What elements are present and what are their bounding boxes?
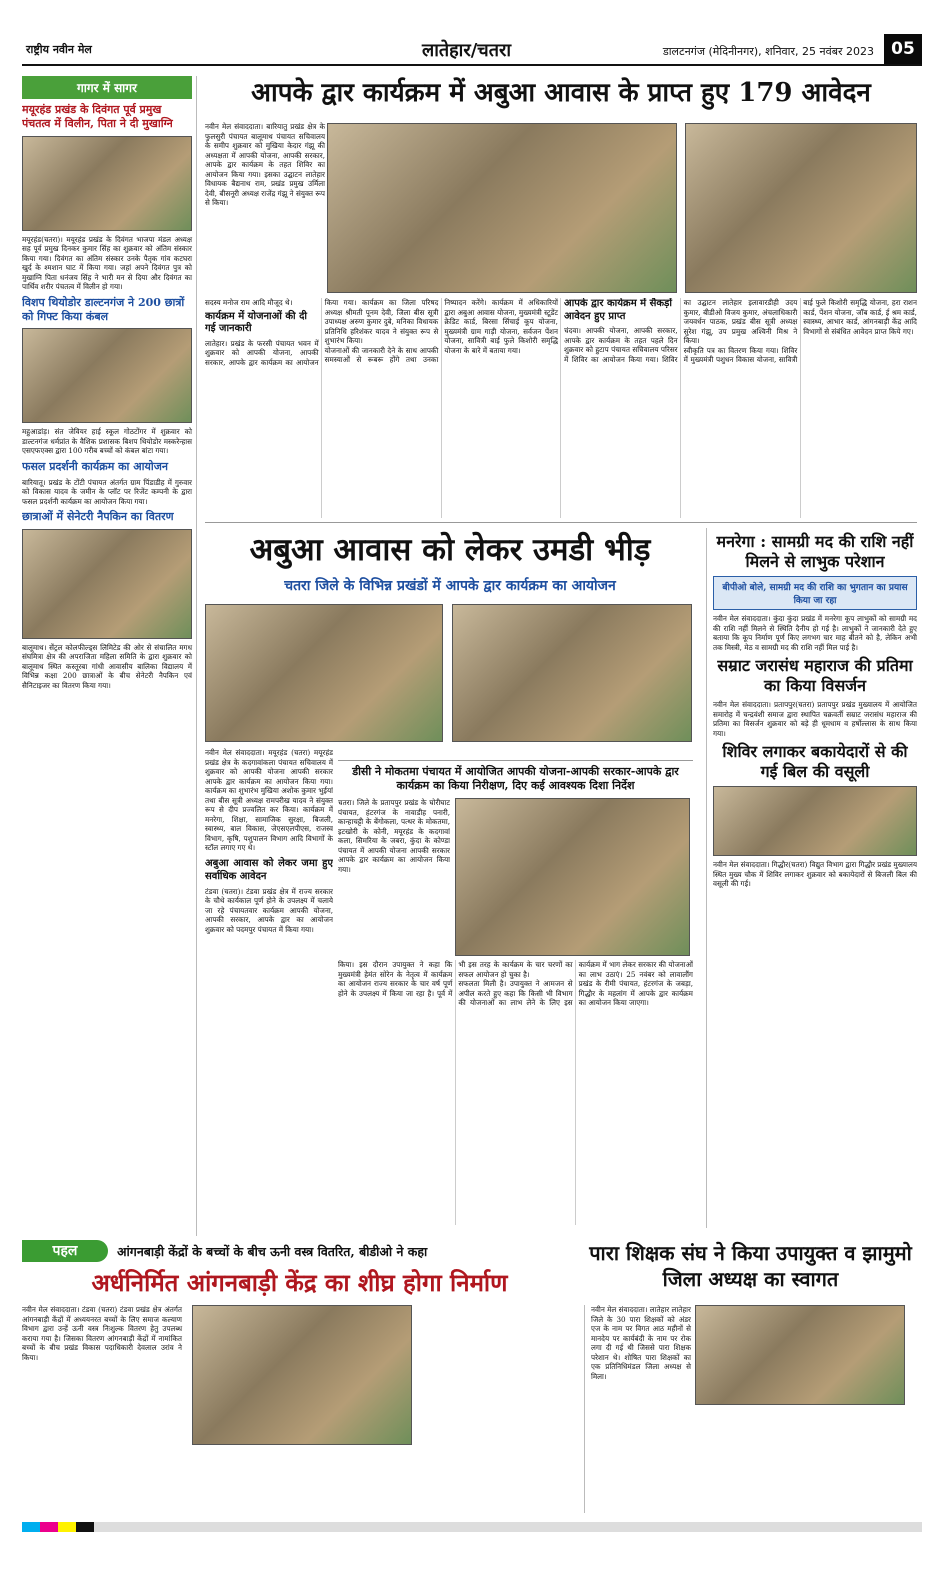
story-headline: शिविर लगाकर बकायेदारों से की गई बिल की वसूली	[722, 742, 908, 781]
story-body: बारियातू। प्रखंड के टोंटी पंचायत अंतर्गत ग्राम पिंडाडीह में गुरुवार को विकास यादव के जमीन के प्लॉट पर रिजेंट कम्पनी के द्वारा फसल प्रदर्शनी कार्यक्रम का आयोजन किया गया।	[22, 477, 192, 506]
story-headline: मनरेगा : सामग्री मद की राशि नहीं मिलने से लाभुक परेशान	[716, 532, 914, 571]
lead-intro: नवीन मेल संवाददाता। बारियातु प्रखंड क्षेत्र के फुलसुरी पंचायत बालूमाथ पंचायत सचिवालय के समीप शुक्रवार को मुखिया केदार गंझू की अध्यक्षता में आपकी योजना, आपकी सरकार, आपके द्वार कार्यक्रम के तहत शिविर का आयोजन किया गया। इसका उद्घाटन लातेहार विधायक बैद्यनाथ राम, प्रखंड प्रमुख उर्मिला देवी, बीसनूरी अध्यक्ष राजेंद्र गंझू ने संयुक्त रूप से किया।	[205, 122, 325, 207]
story-headline: छात्राओं में सेनेटरी नैपकिन का वितरण	[22, 510, 174, 524]
mid-headline: अबुआ आवास को लेकर उमडी भीड़	[249, 532, 651, 568]
registration-bar	[22, 1522, 922, 1532]
mid-story	[205, 748, 333, 1223]
napkin-distribution-photo	[22, 529, 192, 639]
story-body: नवीन मेल संवाददाता। प्रतापपुर(चतरा) प्रतापपुर प्रखंड मुख्यालय में आयोजित समारोह में चन्द्रवंशी समाज द्वारा स्थापित चक्रवर्ती सम्राट जरासंध महाराज की प्रतिमा का विसर्जन शुक्रवार को बड़े ही धूमधाम व हर्षोल्लास के साथ किया गया।	[713, 700, 917, 738]
crowd-photo	[205, 604, 443, 742]
rule	[205, 522, 917, 523]
callout-box: बीपीओ बोले, सामग्री मद की राशि का भुगतान का प्रयास किया जा रहा	[713, 576, 917, 610]
lead-columns	[205, 298, 917, 518]
dateline: डालटनगंज (मेदिनीनगर), शनिवार, 25 नवंबर 2023	[662, 45, 874, 58]
lead-headline: आपके द्वार कार्यक्रम में अबुआ आवास के प्राप्त हुए 179 आवेदन	[251, 78, 871, 108]
left-column	[22, 76, 197, 1236]
bottom-deck: आंगनबाड़ी केंद्रों के बच्चों के बीच ऊनी वस्त्र वितरित, बीडीओ ने कहा	[117, 1244, 428, 1259]
story-body: योजनाओं की जानकारी देने के साथ आपकी समस्याओं से रूबरू होंगे तथा उनका निष्पादन करेंगे। कार्यक्रम में अधिकारियों द्वारा अबुआ आवास योजना, मुख्यमंत्री स्टूडेंट क्रेडिट कार्ड, बिरसा सिंचाई कूप योजना, मुख्यमंत्री ग्राम गाड़ी योजना, सर्वजन पेंशन योजना, सावित्री बाई फुले किशोरी समृद्धि योजना के बारे में बताया गया।	[324, 298, 558, 364]
story-body: चंदवा। आपकी योजना, आपकी सरकार, आपके द्वार कार्यक्रम के तहत पहले दिन शुक्रवार को हुटाप पंचायत सचिवालय परिसर में शिविर का आयोजन किया गया। शिविर का उद्घाटन लातेहार इलावारडीही उदय कुमार, बीडीओ विजय कुमार, अंचलाधिकारी जयवर्धन पाठक, प्रखंड बीस सूत्री अध्यक्ष सुरेश गंझू, उप प्रमुख अश्विनी मिश्र ने किया।	[563, 298, 798, 364]
story-body: मयूरहंड(चतरा)। मयूरहंड प्रखंड के दिवंगत भाजपा मंडल अध्यक्ष सह पूर्व प्रमुख दिनकर कुमार सिंह का शुक्रवार को अंतिम संस्कार किया गया। दिवंगत का अंतिम संस्कार उनके पैतृक गांव कटघरा खुर्द के श्मशान घाट में किया गया। जहां अपने दिवंगत पुत्र को मुखाग्नि पिता धनंजय सिंह ने भारी मन से दिया और दिवंगत का पार्थिव शरीर पंचतत्व में विलीन हो गया।	[22, 234, 192, 292]
story-body: किया। इस दौरान उपायुक्त ने कहा कि मुख्यमंत्री हेमंत सोरेन के नेतृत्व में कार्यक्रम का आयोजन राज्य सरकार के चार वर्ष पूर्ण होने के उपलक्ष्य में किया जा रहा है। पूर्व में भी इस तरह के कार्यक्रम के चार चरणों का सफल आयोजन हो चुका है।	[338, 960, 573, 998]
story-body: टंडवा (चतरा)। टंडवा प्रखंड क्षेत्र में राज्य सरकार के चौथे कार्यकाल पूर्ण होने के उपलक्ष्य में चलाये जा रहे पंचायतवार कार्यक्रम आपकी योजना, आपकी सरकार, आपके द्वार का आयोजन शुक्रवार को पदमपुर पंचायत में किया गया।	[205, 886, 333, 934]
camp-photo	[452, 604, 692, 742]
subhead: कार्यक्रम में योजनाओं की दी गई जानकारी	[205, 310, 307, 334]
story-body: बालूमाथ। सेंट्रल कोलफील्ड्स लिमिटेड की ओर से संचालित मगध संघमित्रा क्षेत्र की अपराजिता महिला समिति के द्वारा शुक्रवार को बालूमाथ स्थित कस्तूरबा गांधी आवासीय बालिका विद्यालय में विभिन्न कक्षा 200 छात्राओं के बीच सेनेटरी नैपकिन एवं सैनिटाइजर का वितरण किया गया।	[22, 642, 192, 690]
bottom-story	[22, 1305, 577, 1513]
column-tag: गागर में सागर	[22, 76, 192, 99]
story-body: सदस्य मनोज राम आदि मौजूद थे।	[205, 298, 293, 307]
page-number: 05	[884, 34, 922, 64]
story-body: नवीन मेल संवाददाता। मयूरहंड (चतरा) मयूरहंड प्रखंड क्षेत्र के कदगावांकला पंचायत सचिवालय में शुक्रवार को आपकी योजना आपकी सरकार आपके द्वार कार्यक्रम का आयोजन किया गया। कार्यक्रम का शुभारंभ मुखिया अशोक कुमार भुईयां तथा बीस सूत्री अध्यक्ष रामपरीख यादव ने संयुक्त रूप से दीप प्रज्वलित कर किया। कार्यक्रम में मनरेगा, शिक्षा, सामाजिक सुरक्षा, बिजली, स्वास्थ्य, बाल विकास, जेएसएलपीएस, राजस्व विभाग, कृषि, पशुपालन विभाग आदि विभागों के स्टॉल लगाए गए थे।	[205, 748, 333, 852]
story-body: महुआडांड़। संत जेवियर हाई स्कूल गोठटोंगर में शुक्रवार को डाल्टनगंज धर्मप्रांत के वैशिक प्रशासक बिशप थियोडोर मस्करेन्हास एसएफएक्स द्वारा 100 गरीब बच्चों को कंबल बांटा गया।	[22, 427, 192, 456]
lamp-lighting-photo	[685, 123, 917, 293]
bill-camp-photo	[713, 786, 917, 856]
dc-inspection-photo	[455, 798, 690, 956]
story-body: नवीन मेल संवाददाता। कुंदा कुंदा प्रखंड में मनरेगा कूप लाभुकों को सामग्री मद की राशि नहीं मिलने से स्थिति दैनीय हो गई है। लाभुकों ने जानकारी देते हुए बताया कि कूप निर्माण पूर्ण किए लगभग चार माह बीतने को है, लेकिन अभी तक मिस्त्री, मेठ व सामग्री मद की राशि नहीं मिल पाई है।	[713, 614, 917, 652]
initiative-tag: पहल	[22, 1240, 108, 1262]
right-column	[706, 528, 917, 1228]
funeral-photo	[22, 136, 192, 231]
story-body: सफलता मिली है। उपायुक्त ने आमजन से अपील करते हुए कहा कि किसी भी विभाग की योजनाओं का लाभ लेने के लिए इस कार्यक्रम में भाग लेकर सरकार की योजनाओं का लाभ उठाएं। 25 नवंबर को लावालौंग प्रखंड के रीमी पंचायत, हंटरगंज के जबड़ा, गिद्धौर के महलांग में आपके द्वार कार्यक्रम का आयोजन किया जाएगा।	[458, 960, 693, 1007]
story-headline: फसल प्रदर्शनी कार्यक्रम का आयोजन	[22, 459, 168, 473]
welcome-photo	[695, 1305, 905, 1405]
bottom-band	[22, 1240, 577, 1262]
newspaper-brand: राष्ट्रीय नवीन मेल	[26, 43, 92, 56]
story-headline: सम्राट जरासंध महाराज की प्रतिमा का किया विसर्जन	[717, 656, 913, 695]
story-headline: विशप थियोडोर डाल्टनगंज ने 200 छात्रों को गिफ्ट किया कंबल	[22, 295, 185, 323]
anganwadi-photo	[192, 1305, 412, 1445]
story-body: नवीन मेल संवाददाता। गिद्धौर(चतरा) विद्युत विभाग द्वारा गिद्धौर प्रखंड मुख्यालय स्थित मुख्य चौक में शिविर लगाकर शुक्रवार को बकायेदारों से बिजली बिल की वसूली की गई।	[713, 860, 917, 888]
story-body: नवीन मेल संवाददाता। टंडवा (चतरा) टंडवा प्रखंड क्षेत्र अंतर्गत आंगनबाड़ी केंद्रों में अध्ययनरत बच्चों के लिए समाज कल्याण विभाग द्वारा उन्हें ऊनी वस्त्र निःशुल्क वितरण हेतु उपलब्ध कराया गया है। जिसका वितरण आंगनबाड़ी केंद्रों में नामांकित बच्चों के बीच प्रखंड विकास पदाधिकारी देवलाल उरांव ने किया।	[22, 1305, 182, 1362]
story-body: चतरा। जिले के प्रतापपुर प्रखंड के घोरीघाट पंचायत, हंटरगंज के नावाडीह पनारी, कान्हाचट्टी के बेंगोकला, पत्थर के मोकतमा, इटखोरी के कोनी, मयूरहंड के कदगावां कला, सिमरिया के जबरा, कुंदा के कोण्डा पंचायत में आपकी योजना आपकी सरकार आपके द्वार कार्यक्रम का आयोजन किया गया।	[338, 798, 450, 874]
section-title: लातेहार/चतरा	[422, 40, 511, 61]
mid-subheadline: चतरा जिले के विभिन्न प्रखंडों में आपके द्वार कार्यक्रम का आयोजन	[284, 578, 616, 594]
story-body: स्वीकृति पत्र का वितरण किया गया। शिविर में मुख्यमंत्री पशुधन विकास योजना, सावित्री बाई फुले किशोरी समृद्धि योजना, हरा राशन कार्ड, पेंशन योजना, जॉब कार्ड, ई श्रम कार्ड, स्वास्थ्य, आभार कार्ड, आंगनबाड़ी केंद्र आदि विभागों से संबंधित आवेदन प्राप्त किये गए।	[683, 298, 917, 364]
subhead: अबुआ आवास को लेकर जमा हुए सर्वाधिक आवेदन	[205, 857, 333, 882]
inauguration-photo	[327, 123, 677, 293]
story-body: लातेहार। प्रखंड के फरसी पंचायत भवन में शुक्रवार को आपकी योजना, आपकी सरकार, आपके द्वार कार्यक्रम का आयोजन किया गया। कार्यक्रम का जिला परिषद अध्यक्ष श्रीमती पूनम देवी, जिला बीस सूत्री उपाध्यक्ष अरुण कुमार दुबे, मनिका विधायक प्रतिनिधि हरिशंकर यादव ने संयुक्त रूप से शुभारंभ किया।	[205, 298, 439, 367]
dc-columns	[338, 960, 693, 1225]
bottom-right-headline: पारा शिक्षक संघ ने किया उपायुक्त व झामुमो जिला अध्यक्ष का स्वागत	[589, 1241, 912, 1291]
story-body: नवीन मेल संवाददाता। लातेहार लातेहार जिले के 30 पारा शिक्षकों को अंडर एज के नाम पर विगत आठ महीनों से मानदेय पर कार्यबंदी के नाम पर रोक लगा दी गई थी जिससे पारा शिक्षक परेशान थे। शोषित पारा शिक्षकों का एक प्रतिनिधिमंडल जिला अध्यक्ष से मिला।	[591, 1305, 691, 1381]
bottom-right-story	[584, 1305, 917, 1513]
dc-headline: डीसी ने मोकतमा पंचायत में आयोजित आपकी योजना-आपकी सरकार-आपके द्वार कार्यक्रम का किया निरीक्षण, दिए कई आवश्यक दिशा निर्देश	[338, 760, 693, 794]
masthead	[22, 34, 922, 66]
subhead: आपके द्वार कार्यक्रम में सैकड़ों आवेदन हुए प्राप्त	[563, 298, 672, 322]
story-headline: मयूरहंड प्रखंड के दिवंगत पूर्व प्रमुख पंचतत्व में विलीन, पिता ने दी मुखाग्नि	[22, 103, 173, 131]
blanket-distribution-photo	[22, 328, 192, 423]
bottom-headline: अर्धनिर्मित आंगनबाड़ी केंद्र का शीघ्र होगा निर्माण	[91, 1268, 508, 1297]
